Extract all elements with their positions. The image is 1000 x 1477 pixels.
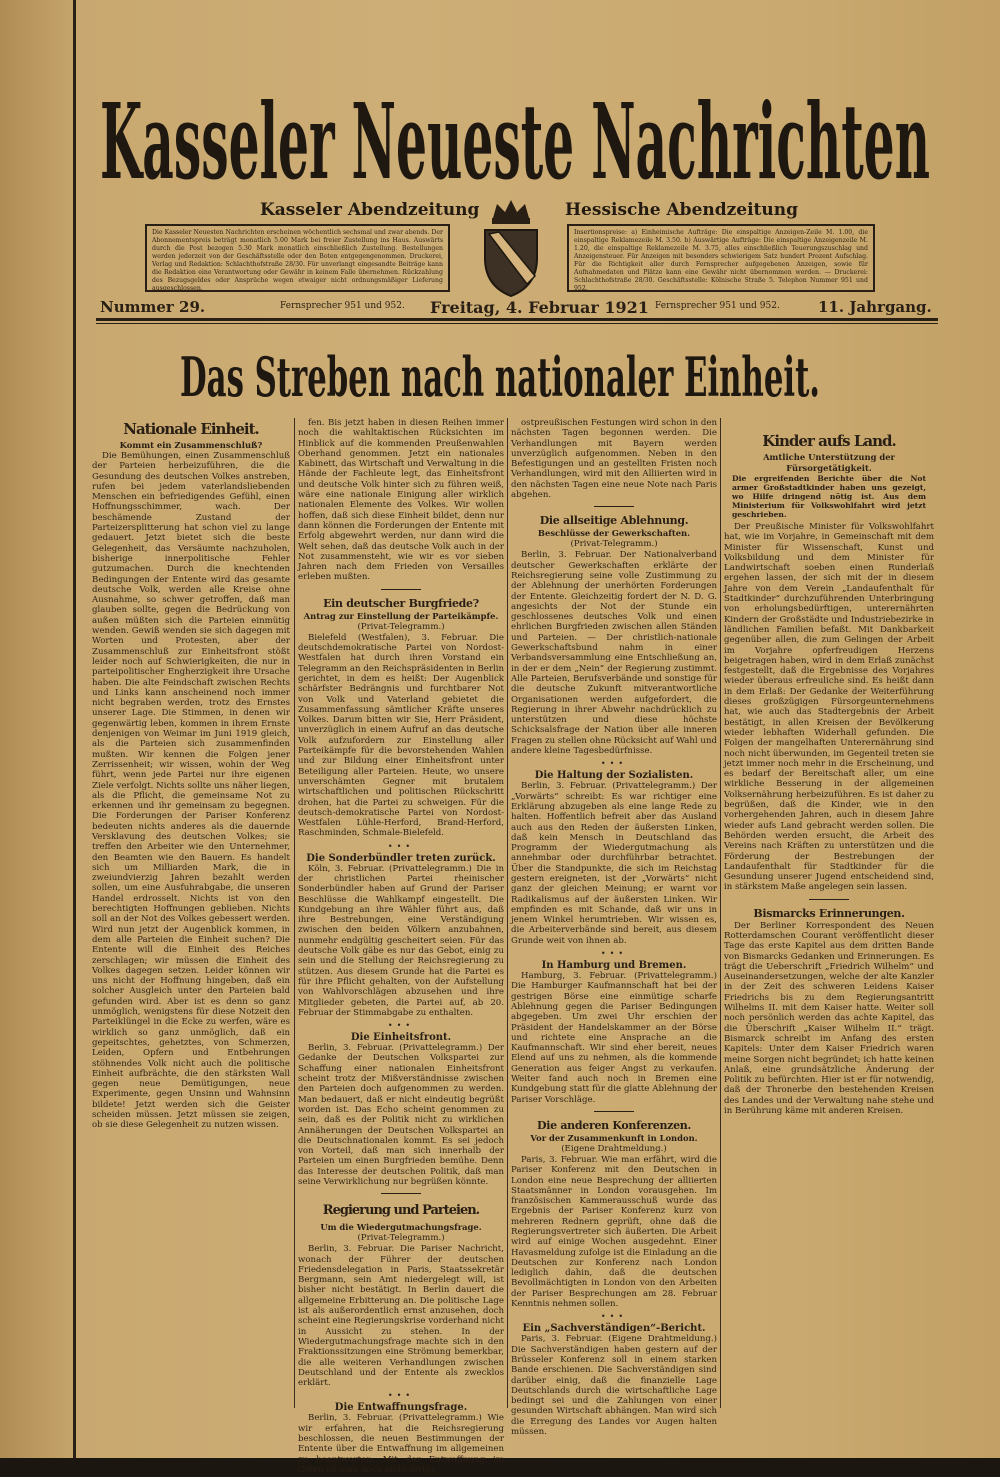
article-lead: Die ergreifenden Berichte über die Not armer Großstadtkinder haben uns gezeigt, wo Hilfe dringend nötig ist. Aus dem Ministerium für Volkswohlfahrt wird jetzt geschrieben. <box>732 474 926 519</box>
article-subtitle: Beschlüsse der Gewerkschaften. <box>537 528 691 539</box>
page-fold-edge <box>0 0 76 1458</box>
main-headline <box>180 346 820 408</box>
subtitle-right: Hessische Abendzeitung <box>565 200 799 220</box>
article-body: Berlin, 3. Februar. Die Pariser Nachricht, wonach der Führer der deutschen Friedensdelegation in Paris, Staatssekretär Bergmann, sein Amt niedergelegt will, ist bisher nicht bestätigt. In Berlin dauert die allgemeine Erbitterung an. Die politische Lage ist als außerordentlich ernst anzusehen, doch scheint eine Regierungskrise vorderhand nicht in Aussicht zu stehen. In der Wiedergutmachungsfrage machte sich in den Fraktionssitzungen eine Strömung bemerkbar, die alle weiteren Verhandlungen zwischen Deutschland und der Entente als zwecklos erklärt. <box>298 1244 504 1389</box>
coat-of-arms-icon <box>475 196 547 300</box>
separator-stars: ••• <box>387 1391 415 1401</box>
column-rule <box>294 418 295 1408</box>
column-4 <box>724 418 934 1118</box>
newspaper-title: Kasseler Neueste Nachrichten <box>100 80 930 198</box>
article-body: Berlin, 3. Februar. (Privattelegramm.) Wie wir erfahren, hat die Reichsregierung beschlossen, die neuen Bestimmungen der Entente über die Entwaffnung im allgemeinen zu beantworten. Mit der Entwaffnung im Osten ist man noch nicht fertig. <box>298 1413 504 1475</box>
issue-date: Freitag, 4. Februar 1921 <box>430 298 649 317</box>
article-title: Nationale Einheit. <box>123 420 259 438</box>
article-title: Ein „Sachverständigen“-Bericht. <box>522 1323 706 1335</box>
article-source: (Eigene Drahtmeldung.) <box>561 1143 667 1154</box>
article-subtitle: Antrag zur Einstellung der Parteikämpfe. <box>303 610 499 621</box>
article-body: Paris, 3. Februar. Wie man erfährt, wird die Pariser Konferenz mit den Deutschen in London eine neue Besprechung der alliierten Staatsmänner in London vorausgehen. Im französischen Kammerausschuß wurde das Ergebnis der Pariser Konferenz kurz von mehreren Rednern geprüft, ohne daß die Regierungsvertreter sich äußerten. Die Arbeit wird auf einige Wochen ausgedehnt. Einer Havasmeldung zufolge ist die Einladung an die Deutschen zur Konferenz nach London lediglich dahin, daß die deutschen Bevollmächtigten in London von den Arbeiten der Pariser Besprechungen am 28. Februar Kenntnis nehmen sollen. <box>511 1154 717 1310</box>
article-title: Die anderen Konferenzen. <box>536 1118 692 1132</box>
column-1 <box>92 418 290 1133</box>
article-title: Ein deutscher Burgfriede? <box>323 596 479 610</box>
issue-info-line <box>100 298 932 317</box>
article-body: Bielefeld (Westfalen), 3. Februar. Die deutschdemokratische Partei von Nordost-Westfalen hat durch ihren Vorstand ein Telegramm an den Reichspräsidenten in Berlin gerichtet, in dem es heißt: Der Augenblick schärfster Bedrängnis und furchtbarer Not von Volk und Vaterland gebietet die Zusammenfassung sämtlicher Kräfte unseres Volkes. Darum bitten wir Sie, Herr Präsident, unverzüglich in einem Aufruf an das deutsche Volk aufzufordern zur Einstellung aller Parteikämpfe für die bevorstehenden Wahlen und zur Bildung einer Einheitsfront unter Beteiligung aller Parteien. Heute, wo unsere unverschämten Gegner mit brutalem wirtschaftlichen und politischen Rückschritt drohen, hat die Partei zu schweigen. Für die deutsch-demokratische Partei von Nordost-Westfalen Lühle-Herford, Brand-Herford, Raschminden, Schmale-Bielefeld. <box>298 632 504 839</box>
separator-stars: ••• <box>387 1021 415 1031</box>
article-title: Die Entwaffnungsfrage. <box>334 1402 468 1414</box>
masthead-title <box>100 78 930 198</box>
article-subtitle: Vor der Zusammenkunft in London. <box>530 1132 698 1143</box>
issue-number: Nummer 29. <box>100 298 206 316</box>
article-body: Berlin, 3. Februar. Der Nationalverband deutscher Gewerkschaften erklärte der Reichsregierung seine volle Zustimmung zu der Ablehnung der unerhörten Forderungen der Entente. Gleichzeitig fordert der N. D. G. angesichts der Not der Stunde ein geschlossenes deutsches Volk und einen ehrlichen Burgfrieden zwischen allen Ständen und Parteien. — Der christlich-nationale Gewerkschaftsbund nahm in einer Verbandsversammlung eine Entschließung an, in der er dem „Nein“ der Regierung zustimmt. Alle Parteien, Berufsverbände und sonstige für die deutsche Zukunft mitverantwortliche Organisationen werden aufgefordert, die Regierung in ihrer Abwehr nachdrücklich zu unterstützen und diese höchste Schicksalsfrage der Nation über alle inneren Fragen zu stellen ohne Rücksicht auf Wahl und andere kleine Tagesbedürfnisse. <box>511 550 717 757</box>
article-continuation: ostpreußischen Festungen wird schon in den nächsten Tagen begonnen werden. Die Verhandlungen mit Bayern werden unverzüglich aufgenommen. Neben in den Befestigungen und an gestellten Fristen noch Verhandlungen, wird mit den Alliierten wird in den nächsten Tagen eine neue Note nach Paris abgehen. <box>511 418 718 501</box>
article-nationale-einheit <box>92 418 290 1131</box>
column-2 <box>298 418 504 1477</box>
column-rule <box>720 418 721 1408</box>
headline-svg <box>180 346 820 408</box>
separator <box>381 589 421 590</box>
subscription-info-box: Die Kasseler Neuesten Nachrichten erscheinen wöchentlich sechsmal und zwar abends. Der Abonnementspreis beträgt monatlich 5.00 Mark bei freier Zustellung ins Haus. Auswärts durch die Post bezogen 5.30 Mark monatlich einschließlich Zustellung. Bestellungen werden jederzeit von der Geschäftsstelle oder den Boten entgegengenommen. Druckerei, Verlag und Redaktion: Schlachthofstraße 28/30. Für unverlangt eingesandte Beiträge kann die Redaktion eine Verantwortung oder Gewähr in keinem Falle übernehmen. Rückzahlung des Bezugsgeldes oder Ansprüche wegen etwaiger nicht ordnungsmäßiger Lieferung ausgeschlossen. <box>145 224 450 292</box>
article-source: (Privat-Telegramm.) <box>357 1233 445 1244</box>
article-title: Die Sonderbündler treten zurück. <box>306 852 496 864</box>
article-subtitle: Um die Wiedergutmachungsfrage. <box>320 1222 482 1233</box>
article-body: Berlin, 3. Februar. (Privattelegramm.) Der Gedanke der Deutschen Volkspartei zur Schaffung einer nationalen Einheitsfront scheint trotz der Mißverständnisse zwischen den Parteien doch aufgenommen zu werden. Man bedauert, daß er nicht eindeutig begrüßt worden ist. Das Echo scheint genommen zu sein, daß es der Politik nicht zu wirklichen Annäherungen der Deutschen Volkspartei an die Deutschnationalen kommt. Es sei jedoch von Vorteil, daß man sich innerhalb der Parteien um einen Burgfrieden bemühe. Denn das Interesse der deutschen Politik, daß man seine Verwirklichung nur begrüßen könnte. <box>298 1043 504 1187</box>
article-body: Köln, 3. Februar. (Privattelegramm.) Die in der christlichen Partei rheinischer Sonderbündler haben auf Grund der Pariser Beschlüsse die Wahlkampf eingestellt. Die Kundgebung an ihre Wähler führt aus, daß ihre Bestrebungen, eine Verständigung zwischen den beiden Völkern anzubahnen, nunmehr endgültig gescheitert seien. Für das deutsche Volk gäbe es nur das Gebot, einig zu sein und die Stellung der Reichsregierung zu stützen. Aus diesem Grunde hat die Partei es für ihre Pflicht gehalten, von der Aufstellung von Wahlvorschlägen abzusehen und ihre Mitglieder gebeten, die Partei auf, ab 20. Februar der Stimmabgabe zu enthalten. <box>298 863 504 1018</box>
separator <box>381 1193 421 1194</box>
separator <box>594 1111 634 1112</box>
article-title: Die Einheitsfront. <box>350 1032 452 1044</box>
column-3 <box>511 418 717 1439</box>
separator-stars: ••• <box>600 949 628 959</box>
article-body: Hamburg, 3. Februar. (Privattelegramm.) Die Hamburger Kaufmannschaft hat bei der gestrigen Börse eine einmütige scharfe Ablehnung gegen die Pariser Bedingungen abgegeben. Um zwei Uhr erschien der Präsident der Handelskammer an der Börse und richtete eine Ansprache an die Kaufmannschaft. Wir sind eher bereit, neues Elend auf uns zu nehmen, als die kommende Generation aus feiger Angst zu verkaufen. Weiter fand auch noch in Bremen eine Kundgebung statt für die glatte Ablehnung der Pariser Vorschläge. <box>511 971 717 1105</box>
separator-stars: ••• <box>600 759 628 769</box>
header-rule <box>96 318 938 324</box>
article-body: Berlin, 3. Februar. (Privattelegramm.) Der „Vorwärts“ schreibt: Es war richtiger eine Erklärung abzugeben als eine lange Rede zu halten. Hoffentlich befreit aber das Ausland auch aus den Reden der äußersten Linken, daß kein Mensch in Deutschland das Programm der Wiedergutmachung als annehmbar oder durchführbar betrachtet. Über die Standpunkte, die sich im Reichstag gestern ereigneten, ist der „Vorwärts“ nicht ganz der gleichen Meinung; er warnt vor Radikalismus auf der äußersten Linken. Wir empfinden es mit Schande, daß wir uns in jenem Winkel herumtrieben. Wir wissen es, die Arbeiterverbände sind bereit, aus diesem Grunde weit von ihnen ab. <box>511 781 717 946</box>
separator-stars: ••• <box>600 1312 628 1322</box>
article-body: Paris, 3. Februar. (Eigene Drahtmeldung.) Die Sachverständigen haben gestern auf der Brüsseler Konferenz soll in einem starken Bande erschienen. Die Sachverständigen sind darüber einig, daß die finanzielle Lage Deutschlands durch die wirtschaftliche Lage bedingt sei und die Zahlungen von einer gesunden Wirtschaft abhängen. Man wird sich die Erregung des Landes vor Augen halten müssen. <box>511 1334 717 1438</box>
advertising-info-box: Insertionspreise: a) Einheimische Aufträge: Die einspaltige Anzeigen-Zeile M. 1.00, die einspaltige Reklamezeile M. 3.50. b) Auswärtige Aufträge: Die einspaltige Anzeigenzeile M. 1.20, die einspaltige Reklamezeile M. 3.75, alles einschließlich Teuerungszuschlag und Anzeigensteuer. Für Anzeigen mit besonders schwierigem Satz hundert Prozent Aufschlag. Für die Richtigkeit aller durch Fernsprecher aufgegebenen Anzeigen, sowie für Aufnahmedaten und Plätze kann eine Gewähr nicht übernommen werden. — Druckerei: Schlachthofstraße 28/30. Geschäftsstelle: Kölnische Straße 5. Telephon Nummer 951 und 952. <box>567 224 875 292</box>
separator <box>809 899 849 900</box>
article-source: (Privat-Telegramm.) <box>357 621 445 632</box>
article-body: Die Bemühungen, einen Zusammenschluß der Parteien herbeizuführen, die die Gesundung des deutschen Volkes anstreben, rufen bei jedem vaterlandsliebenden Menschen ein befriedigendes Gefühl, einen Hoffnungsschimmer, wach. Der beschämende Zustand der Parteizersplitterung hat schon viel zu lange gedauert. Jetzt bietet sich die beste Gelegenheit, das Versäumte nachzuholen, bisherige innerpolitische Fehler gutzumachen. Durch die knechtenden Bedingungen der Entente wird das gesamte deutsche Volk, werden alle Kreise ohne Ausnahme, so schwer getroffen, daß man glauben sollte, gegen die Bedrückung von außen müßten sich die Parteien einmütig wenden. Gewiß wenden sie sich dagegen mit Worten und Protesten, aber der Zusammenschluß zur Einheitsfront stößt leider noch auf Schwierigkeiten, die nur in parteipolitischer Engherzigkeit ihre Ursache haben. Die alte Feindschaft zwischen Rechts und Links kann anscheinend noch immer nicht begraben werden, trotz des Ernstes unserer Lage. Die Stimmen, in denen wir gegenwärtig leben, kommen in ihrem Ernste denjenigen von Weimar im Juni 1919 gleich, als die Parteien sich zusammenfinden mußten. Wir kennen die Folgen jener Zerrissenheit; wir wissen, wohin der Weg führt, wenn jede Partei nur ihre eigenen Ziele verfolgt. Nichts sollte uns näher liegen, als die Pflicht, die gemeinsame Not zu erkennen und ihr gemeinsam zu begegnen. Die Forderungen der Pariser Konferenz bedeuten nichts anderes als die dauernde Versklavung des deutschen Volkes; sie treffen den Arbeiter wie den Unternehmer, den Beamten wie den Bauern. Es handelt sich um Milliarden Mark, die in zweiundvierzig Jahren bezahlt werden sollen, um eine Ausfuhrabgabe, die unseren Handel erdrosselt. Nichts ist von den berechtigten Hoffnungen geblieben. Nichts soll an der Not des Volkes gebessert werden. Wird nun jetzt der Augenblick kommen, in dem alle Parteien die Einheit suchen? Die Entente will die Einheit des Reiches zerschlagen; wir müssen die Einheit des Volkes dagegen setzen. Leider können wir uns nicht der Hoffnung hingeben, daß ein solcher Ausgleich unter den Parteien bald gefunden wird. Aber ist es denn so ganz unmöglich, wenigstens für diese Notzeit den Parteiklüngel in die Ecke zu werfen, wäre es wirklich so ganz unmöglich, daß ein gepeitschtes, gehetztes, von Schmerzen, Leiden, Opfern und Entbehrungen stöhnendes Volk nicht auch die politische Einheit aufbrächte, die den stärksten Wall gegen neue Demütigungen, neue Experimente, gegen Unsinn und Wahnsinn bildete! Jetzt werden sich die Geister scheiden müssen. Jetzt müssen sie zeigen, ob sie diese Gelegenheit zu nutzen wissen. <box>92 451 290 1131</box>
phone-left: Fernsprecher 951 und 952. <box>280 301 405 311</box>
article-continuation: fen. Bis jetzt haben in diesen Reihen immer noch die wahltaktischen Rücksichten im Hinblick auf die kommenden Preußenwahlen Oberhand genommen. Jetzt ein nationales Kabinett, das Wirtschaft und Verwaltung in die Hände der Fachleute legt, das Einheitsfront und deutsche Volk hinter sich zu führen weiß, wäre eine nationale Einigung aller wirklich nationalen Elemente des Volkes. Wir wollen hoffen, daß sich diese Einheit bildet, denn nur dann können die Forderungen der Entente mit Erfolg abgewehrt werden, nur dann wird die Welt sehen, daß das deutsche Volk auch in der Not zusammensteht, wie wir es vor sieben Jahren nach dem Frieden von Versailles erleben mußten. <box>298 418 504 583</box>
article-title: Die allseitige Ablehnung. <box>539 514 689 528</box>
article-subtitle: Kommt ein Zusammenschluß? <box>119 440 263 450</box>
masthead-svg <box>100 78 930 198</box>
article-title: Regierung und Parteien. <box>322 1203 480 1219</box>
article-title: Bismarcks Erinnerungen. <box>753 906 905 920</box>
article-body: Der Berliner Korrespondent des Neuen Rotterdamschen Courant veröffentlicht dieser Tage das erste Kapitel aus dem dritten Bande von Bismarcks Gedanken und Erinnerungen. Es trägt die Ueberschrift „Friedrich Wilhelm“ und Auseinandersetzungen, welche der alte Kanzler in der Zeit des schweren Leidens Kaiser Friedrichs bis zu dem Regierungsantritt Wilhelms II. mit dem Kaiser hatte. Weiter soll noch persönlich werden das achte Kapitel, das die Überschrift „Kaiser Wilhelm II.“ trägt. Bismarck schreibt im Anfang des ersten Kapitels: Unter dem Kaiser Friedrich waren meine Sorgen nicht begründet; ich hatte keinen Anlaß, eine grundsätzliche Änderung der Politik zu befürchten. Hier ist er für notwendig, daß der Thronerbe den bestehenden Kreisen des Landes und der Verwaltung nahe stehe und in Berührung käme mit anderen Kreisen. <box>724 920 934 1117</box>
subtitle-left: Kasseler Abendzeitung <box>260 200 480 220</box>
headline-text: Das Streben nach nationaler Einheit. <box>180 346 820 408</box>
article-body: Der Preußische Minister für Volkswohlfahrt hat, wie im Vorjahre, in Gemeinschaft mit dem Minister für Wissenschaft, Kunst und Volksbildung und dem Minister für Landwirtschaft soeben einen Runderlaß ergehen lassen, der sich mit der in diesem Jahre von dem Verein „Landaufenthalt für Stadtkinder“ durchzuführenden Unterbringung von erholungsbedürftigen, unterernährten Kindern der Großstädte und Industriebezirke in ländlichen Familien befaßt. Mit Dankbarkeit gegenüber allen, die zum Gelingen der Arbeit im Vorjahre opferfreudigen Herzens beigetragen haben, wird in dem Erlaß zunächst festgestellt, daß die Ergebnisse des Vorjahres wieder überaus erfreuliche sind. Es heißt dann in dem Erlaß: Der Gedanke der Weiterführung dieses großzügigen Fürsorgeunternehmens hat, wie auch das Stadtergebnis der Arbeit bestätigt, in allen Kreisen der Bevölkerung wieder lebhaften Widerhall gefunden. Die Folgen der mangelhaften Unterernährung sind noch nicht überwunden, im Gegenteil treten sie jetzt immer noch mehr in die Erscheinung, und es bedarf der Bereitschaft aller, um eine wirkliche Besserung in der allgemeinen Volksernährung herbeizuführen. Es ist daher zu begrüßen, daß die Kinder, wie in den vorhergehenden Jahren, auch in diesem Jahre wieder aufs Land gebracht werden sollen. Die Behörden werden ersucht, die Arbeit des Vereins nach Kräften zu unterstützen und die Förderung der Bestrebungen der Landaufenthalt für Stadtkinder für die Gesundung unserer Jugend entscheidend sind, in stärkstem Maße angelegen sein lassen. <box>724 522 934 893</box>
article-source: (Privat-Telegramm.) <box>570 539 658 550</box>
article-title: Die Haltung der Sozialisten. <box>534 770 694 782</box>
column-rule <box>507 418 508 1408</box>
article-subtitle: Amtliche Unterstützung der Fürsorgetätigkeit. <box>763 452 895 473</box>
phone-right: Fernsprecher 951 und 952. <box>655 301 780 311</box>
separator <box>594 506 634 507</box>
volume: 11. Jahrgang. <box>818 298 932 316</box>
article-title: Kinder aufs Land. <box>762 432 896 450</box>
article-title: In Hamburg und Bremen. <box>541 960 687 972</box>
separator-stars: ••• <box>387 841 415 851</box>
